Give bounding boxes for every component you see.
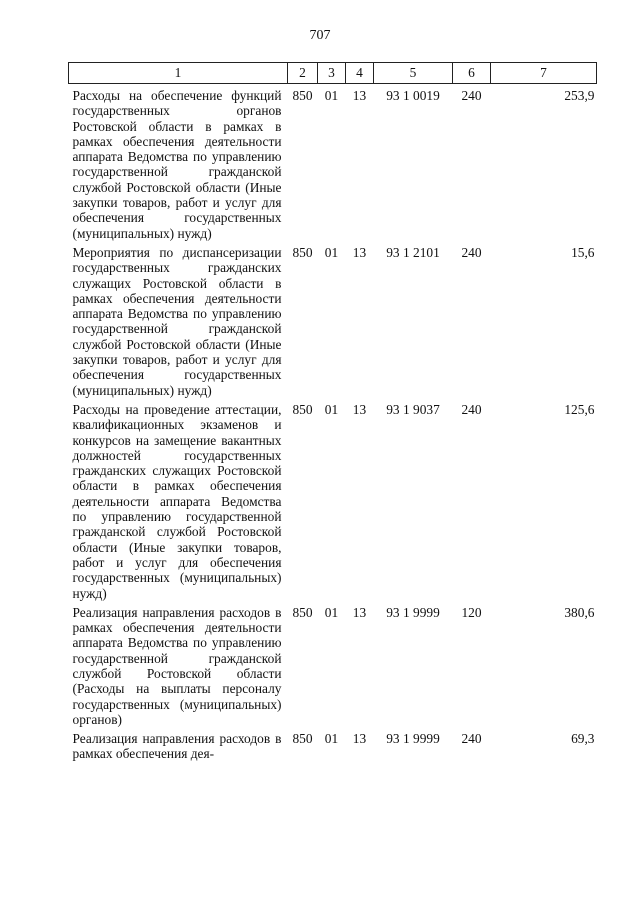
amount: 15,6: [571, 244, 595, 260]
target-article-code: 93 1 2101: [386, 244, 440, 260]
subsection-code: 13: [352, 604, 367, 620]
expense-description: Расходы на обеспечение функций государственных органов Ростовской области в рамках в рамках обеспечения деятельности аппарата Ведомства по управлению государственной гражданской службой Ростовской области (Иные закупки товаров, работ и услуг для обеспечения государственных (муниципальных) нужд): [72, 88, 282, 241]
target-article-code: 93 1 9999: [386, 731, 440, 747]
table-header-row: [69, 63, 597, 84]
expense-type-code: 240: [461, 244, 482, 260]
table-row: [69, 601, 597, 727]
amount: 380,6: [564, 604, 595, 620]
table-row: [69, 727, 597, 762]
target-article-code: 93 1 0019: [386, 88, 440, 103]
expense-type-code: 120: [461, 604, 482, 620]
amount: 125,6: [564, 401, 595, 417]
expense-description: Мероприятия по диспансеризации государственных гражданских служащих Ростовской области в рамках обеспечения деятельности аппарата Ведомства по управлению государственной гражданской службой Ростовской области (Иные закупки товаров, работ и услуг для обеспечения государственных (муниципальных) нужд): [72, 244, 282, 398]
amount: 69,3: [571, 731, 595, 747]
amount: 253,9: [564, 88, 595, 103]
expense-description: Реализация направления расходов в рамках обеспечения дея-: [72, 731, 282, 762]
table-row: [69, 84, 597, 241]
section-code: 01: [324, 88, 339, 103]
target-article-code: 93 1 9999: [386, 604, 440, 620]
column-header-1: 1: [69, 63, 288, 84]
subsection-code: 13: [352, 731, 367, 747]
table-row: [69, 241, 597, 398]
expense-type-code: 240: [461, 88, 482, 103]
table-row: [69, 398, 597, 601]
column-header-5: 5: [374, 63, 453, 84]
section-code: 01: [324, 401, 339, 417]
section-code: 01: [324, 244, 339, 260]
ministry-code: 850: [292, 604, 313, 620]
column-header-7: 7: [491, 63, 597, 84]
column-header-4: 4: [346, 63, 374, 84]
subsection-code: 13: [352, 401, 367, 417]
page-number: 707: [309, 28, 331, 43]
section-code: 01: [324, 604, 339, 620]
expense-description: Реализация направления расходов в рамках обеспечения деятельности аппарата Ведомства по управлению государственной гражданской службой Ростовской области (Расходы на выплаты персоналу государственных (муниципальных) органов): [72, 604, 282, 727]
target-article-code: 93 1 9037: [386, 401, 440, 417]
column-header-6: 6: [453, 63, 491, 84]
section-code: 01: [324, 731, 339, 747]
column-header-3: 3: [318, 63, 346, 84]
subsection-code: 13: [352, 88, 367, 103]
expense-type-code: 240: [461, 731, 482, 747]
expense-description: Расходы на проведение аттестации, квалификационных экзаменов и конкурсов на замещение вакантных должностей государственных гражданских служащих Ростовской области в рамках обеспечения деятельности аппарата Ведомства по управлению государственной гражданской службой Ростовской области (Иные закупки товаров, работ и услуг для обеспечения государственных (муниципальных) нужд): [72, 401, 282, 601]
subsection-code: 13: [352, 244, 367, 260]
budget-table: [68, 62, 597, 762]
ministry-code: 850: [292, 401, 313, 417]
ministry-code: 850: [292, 244, 313, 260]
expense-type-code: 240: [461, 401, 482, 417]
column-header-2: 2: [288, 63, 318, 84]
ministry-code: 850: [292, 88, 313, 103]
ministry-code: 850: [292, 731, 313, 747]
